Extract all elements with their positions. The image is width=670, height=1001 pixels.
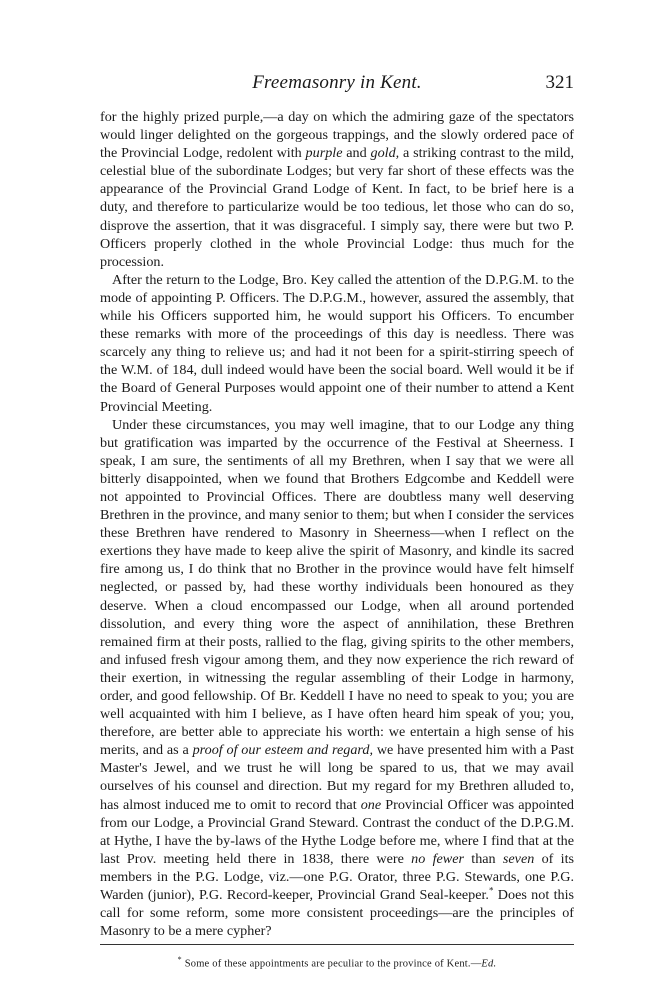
text-run: a striking contrast to the mild, celestial blue of the subordinate Lodges; but very far short of these effects was the appearance of the Provincial Grand Lodge of Kent. In fact, to be brief here is a duty, and therefore to particularize would be too tedious, let those who can do so, disprove the assertion, that it was disgraceful. I simply say, there were but two P. Officers properly clothed in the whole Provincial Lodge: thus much for the procession. xyxy=(100,145,574,270)
italic-text: proof of our esteem and regard, xyxy=(192,742,374,759)
paragraph xyxy=(100,271,574,416)
text-run: we have presented him with a Past Master's Jewel, and we trust he will long be spared to us, that we may avail ourselves of his counsel and direction. But my regard for my Brethren alluded to, has almost induced me to omit to record that xyxy=(100,742,574,813)
italic-text: gold, xyxy=(370,145,400,162)
running-title: Freemasonry in Kent. xyxy=(252,72,422,93)
footnote-signature: Ed. xyxy=(481,958,497,970)
footnote-reference: * xyxy=(488,885,494,896)
text-run: After the return to the Lodge, Bro. Key called the attention of the D.P.G.M. to the mode of appointing P. Officers. The D.P.G.M., however, assured the assembly, that while his Officers supported him, he would support his Officers. To encumber these remarks with more of the proceedings of this day is needless. There was scarcely any thing to relieve us; and had it not been for a spirit-stirring speech of the W.M. of 184, dull indeed would have been the social board. Well would it be if the Board of General Purposes would appoint one of their number to attend a Kent Provincial Meeting. xyxy=(100,271,574,415)
text-run: for the highly prized purple,—a day on which the admiring gaze of the spectators would linger delighted on the gorgeous trappings, and the slowly ordered pace of the Provincial Lodge, redolent with xyxy=(100,109,574,162)
document-page xyxy=(100,72,574,971)
footnote-text: Some of these appointments are peculiar to the province of Kent.— xyxy=(184,958,482,970)
text-run: Under these circumstances, you may well imagine, that to our Lodge any thing but gratification was imparted by the occurrence of the Festival at Sheerness. I speak, I am sure, the sentiments of all my Brethren, when I say that we were all bitterly disappointed, when we found that Brothers Edgcombe and Keddell were not appointed to Provincial Offices. There are doubtless many well deserving Brethren in the province, and many senior to them; but when I consider the services these Brethren have rendered to Masonry in Sheerness—when I reflect on the exertions they have made to keep alive the spirit of Masonry, and kindle its sacred fire among us, I do think that no Brother in the province would have felt himself neglected, or passed by, had these worthy individuals been honoured as they deserve. When a cloud encompassed our Lodge, when all around portended dissolution, and every thing wore the aspect of annihilation, these Brethren remained firm at their posts, rallied to the flag, giving spirits to the other members, and infused fresh vigour among them, and they now experience the rich reward of their exertion, in witnessing the regular assembling of their Lodge in harmony, order, and good fellowship. Of Br. Keddell I have no need to speak to you; you are well acquainted with him I believe, as I have often heard him speak of you; you, therefore, are better able to appreciate his worth: we entertain a high sense of his merits, and as a xyxy=(100,416,574,759)
text-run: Does not this call for some reform, some more consistent proceedings—are the principles of Masonry to be a mere cypher? xyxy=(100,887,575,940)
italic-text: purple xyxy=(305,145,343,162)
italic-text: one xyxy=(360,796,382,813)
italic-text: no fewer xyxy=(411,850,464,867)
text-run: than xyxy=(464,850,503,867)
paragraph xyxy=(100,108,574,271)
footnote-rule xyxy=(100,944,574,945)
page-number: 321 xyxy=(545,72,574,93)
paragraph xyxy=(100,416,574,941)
italic-text: seven xyxy=(502,850,535,867)
footnote-marker: * xyxy=(177,955,182,965)
text-run: Provincial Officer was appointed from our Lodge, a Provincial Grand Steward. Contrast the conduct of the D.P.G.M. at Hythe, I have the by-laws of the Hythe Lodge before me, where I find that at the last Prov. meeting held there in 1838, there were xyxy=(100,796,574,867)
text-run: of its members in the P.G. Lodge, viz.—one P.G. Orator, three P.G. Stewards, one P.G. Warden (junior), P.G. Record-keeper, Provincial Grand Seal-keeper. xyxy=(100,850,575,904)
footnote xyxy=(100,953,574,971)
body-text xyxy=(100,108,574,940)
page-header xyxy=(100,72,574,102)
text-run: and xyxy=(342,145,371,162)
